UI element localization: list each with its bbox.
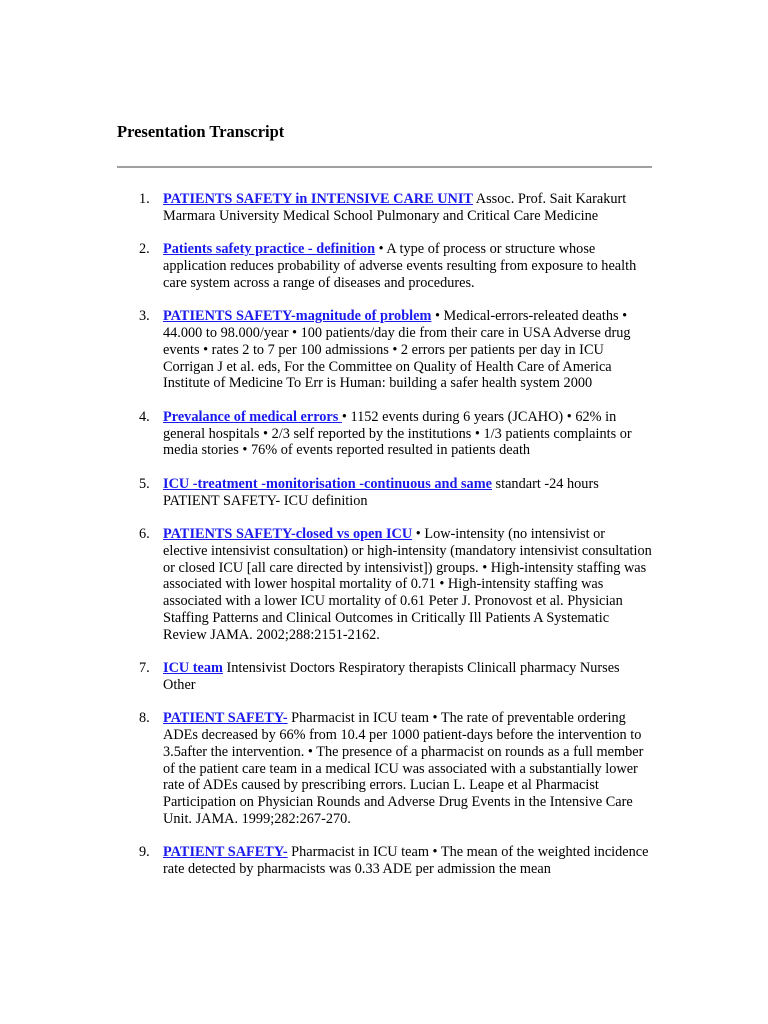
slide-item <box>117 476 652 510</box>
slide-list <box>117 191 652 895</box>
item-number: 7. <box>139 660 150 677</box>
slide-text: • Medical-errors-releated deaths • 44.000 to 98.000/year • 100 patients/day die from their care in USA Adverse drug events • rates 2 to 7 per 100 admissions • 2 errors per patients per day in ICU Corrigan J et al. eds, For the Committee on Quality of Health Care of America Institute of Medicine To Err is Human: building a safer health system 2000 <box>163 308 631 392</box>
item-number: 4. <box>139 408 150 425</box>
slide-link[interactable]: PATIENTS SAFETY-closed vs open ICU <box>163 525 413 542</box>
slide-text: Intensivist Doctors Respiratory therapists Clinicall pharmacy Nurses Other <box>163 660 620 693</box>
slide-item <box>117 308 652 392</box>
title-divider <box>117 166 652 168</box>
slide-text: • A type of process or structure whose application reduces probability of adverse events resulting from exposure to health care system across a range of diseases and procedures. <box>163 241 637 291</box>
slide-link[interactable]: Prevalance of medical errors <box>163 408 342 425</box>
item-number: 5. <box>139 475 150 492</box>
item-number: 2. <box>139 241 150 258</box>
item-number: 6. <box>139 525 150 542</box>
item-number: 1. <box>139 191 150 207</box>
slide-item <box>117 660 652 694</box>
item-number: 3. <box>139 308 150 325</box>
slide-text: Pharmacist in ICU team • The rate of preventable ordering ADEs decreased by 66% from 10.4 per 1000 patient-days before the intervention to 3.5after the intervention. • The presence of a pharmacist on rounds as a full member of the patient care team in a medical ICU was associated with a substantially lower rate of ADEs caused by prescribing errors. Lucian L. Leape et al Pharmacist Participation on Physician Rounds and Adverse Drug Events in the Intensive Care Unit. JAMA. 1999;282:267-270. <box>163 710 644 828</box>
slide-item <box>117 844 652 878</box>
slide-text: • 1152 events during 6 years (JCAHO) • 62% in general hospitals • 2/3 self reported by the institutions • 1/3 patients complaints or media stories • 76% of events reported resulted in patients death <box>163 408 632 459</box>
slide-text: standart -24 hours PATIENT SAFETY- ICU definition <box>163 475 599 509</box>
item-number: 9. <box>139 844 150 861</box>
slide-link[interactable]: ICU -treatment -monitorisation -continuous and same <box>163 475 492 492</box>
slide-link[interactable]: Patients safety practice - definition <box>163 241 376 258</box>
page-title: Presentation Transcript <box>117 122 285 141</box>
slide-item <box>117 191 652 225</box>
slide-link[interactable]: ICU team <box>163 660 223 677</box>
slide-item <box>117 710 652 828</box>
slide-link[interactable]: PATIENT SAFETY- <box>163 710 288 727</box>
slide-link[interactable]: PATIENTS SAFETY-magnitude of problem <box>163 308 432 325</box>
slide-item <box>117 526 652 644</box>
slide-text: Assoc. Prof. Sait Karakurt Marmara University Medical School Pulmonary and Critical Care Medicine <box>163 191 627 224</box>
slide-link[interactable]: PATIENTS SAFETY in INTENSIVE CARE UNIT <box>163 191 473 207</box>
slide-item <box>117 241 652 291</box>
slide-item <box>117 409 652 459</box>
item-number: 8. <box>139 710 150 727</box>
slide-text: Pharmacist in ICU team • The mean of the weighted incidence rate detected by pharmacists was 0.33 ADE per admission the mean <box>163 844 649 878</box>
slide-link[interactable]: PATIENT SAFETY- <box>163 844 288 861</box>
slide-text: • Low-intensity (no intensivist or elective intensivist consultation) or high-intensity (mandatory intensivist consultation or closed ICU [all care directed by intensivist]) groups. • High-intensity staffing was associated with lower hospital mortality of 0.71 • High-intensity staffing was associated with a lower ICU mortality of 0.61 Peter J. Pronovost et al. Physician Staffing Patterns and Clinical Outcomes in Critically Ill Patients A Systematic Review JAMA. 2002;288:2151-2162. <box>163 525 652 643</box>
